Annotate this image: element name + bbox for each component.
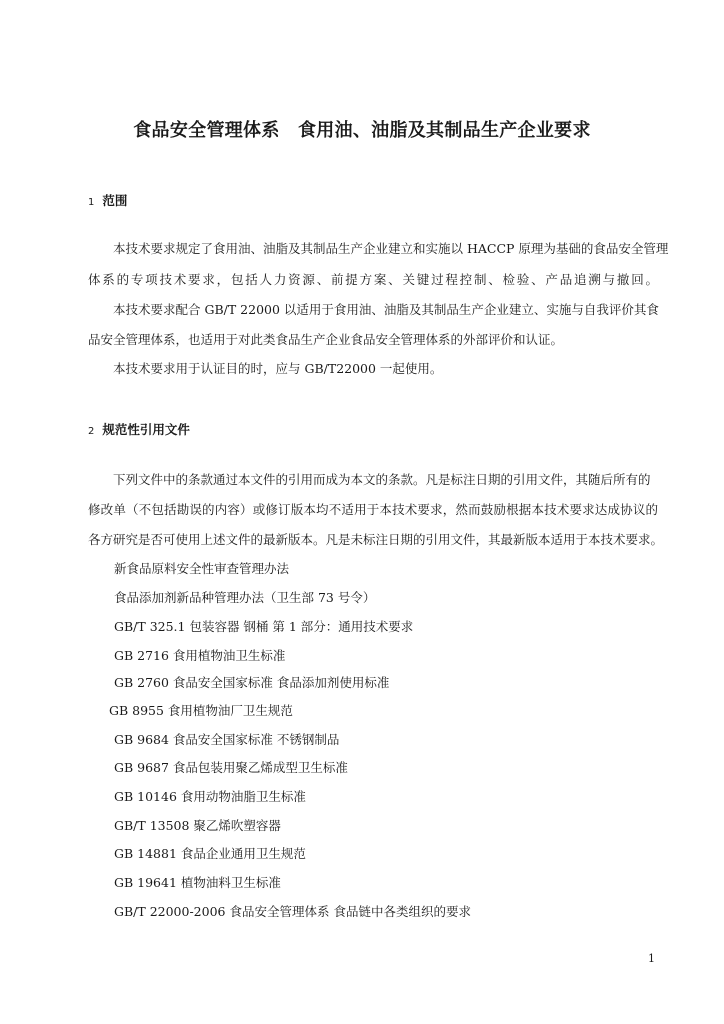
paragraph-line: 下列文件中的条款通过本文件的引用而成为本文的条款。凡是标注日期的引用文件，其随后所有的 (113, 472, 651, 487)
section-heading-normative-references (88, 420, 190, 438)
reference-item: GB 9684 食品安全国家标准 不锈钢制品 (114, 732, 340, 747)
section-number: 1 (88, 197, 95, 208)
paragraph-line: 各方研究是否可使用上述文件的最新版本。凡是未标注日期的引用文件，其最新版本适用于本技术要求。 (88, 532, 664, 547)
reference-item: GB/T 325.1 包装容器 钢桶 第 1 部分：通用技术要求 (114, 619, 414, 634)
reference-item: GB 2760 食品安全国家标准 食品添加剂使用标准 (114, 675, 390, 690)
reference-item: GB 8955 食用植物油厂卫生规范 (109, 703, 293, 718)
reference-item: GB 10146 食用动物油脂卫生标准 (114, 789, 306, 804)
reference-item: 食品添加剂新品种管理办法（卫生部 73 号令） (114, 590, 376, 605)
paragraph-line: 本技术要求用于认证目的时，应与 GB/T22000 一起使用。 (113, 361, 443, 376)
paragraph-line: 体系的专项技术要求，包括人力资源、前提方案、关键过程控制、检验、产品追溯与撤回。 (88, 272, 658, 287)
paragraph-line: 本技术要求配合 GB/T 22000 以适用于食用油、油脂及其制品生产企业建立、实施与自我评价其食 (113, 302, 659, 317)
section-title: 规范性引用文件 (102, 422, 190, 437)
section-title: 范围 (102, 193, 128, 208)
reference-item: GB 9687 食品包装用聚乙烯成型卫生标准 (114, 760, 348, 775)
document-title: 食品安全管理体系 食用油、油脂及其制品生产企业要求 (133, 120, 591, 141)
section-heading-scope (88, 191, 127, 209)
reference-item: GB/T 22000-2006 食品安全管理体系 食品链中各类组织的要求 (114, 904, 471, 919)
reference-item: GB 2716 食用植物油卫生标准 (114, 648, 286, 663)
paragraph-line: 本技术要求规定了食用油、油脂及其制品生产企业建立和实施以 HACCP 原理为基础的食品安全管理 (113, 241, 669, 256)
section-number: 2 (88, 426, 95, 437)
reference-item: GB 19641 植物油料卫生标准 (114, 875, 281, 890)
paragraph-line: 品安全管理体系，也适用于对此类食品生产企业食品安全管理体系的外部评价和认证。 (88, 332, 564, 347)
page-number: 1 (648, 952, 655, 965)
reference-item: 新食品原料安全性审查管理办法 (114, 561, 290, 576)
paragraph-line: 修改单（不包括勘误的内容）或修订版本均不适用于本技术要求，然而鼓励根据本技术要求达成协议的 (88, 502, 658, 517)
reference-item: GB/T 13508 聚乙烯吹塑容器 (114, 818, 281, 833)
reference-item: GB 14881 食品企业通用卫生规范 (114, 846, 306, 861)
